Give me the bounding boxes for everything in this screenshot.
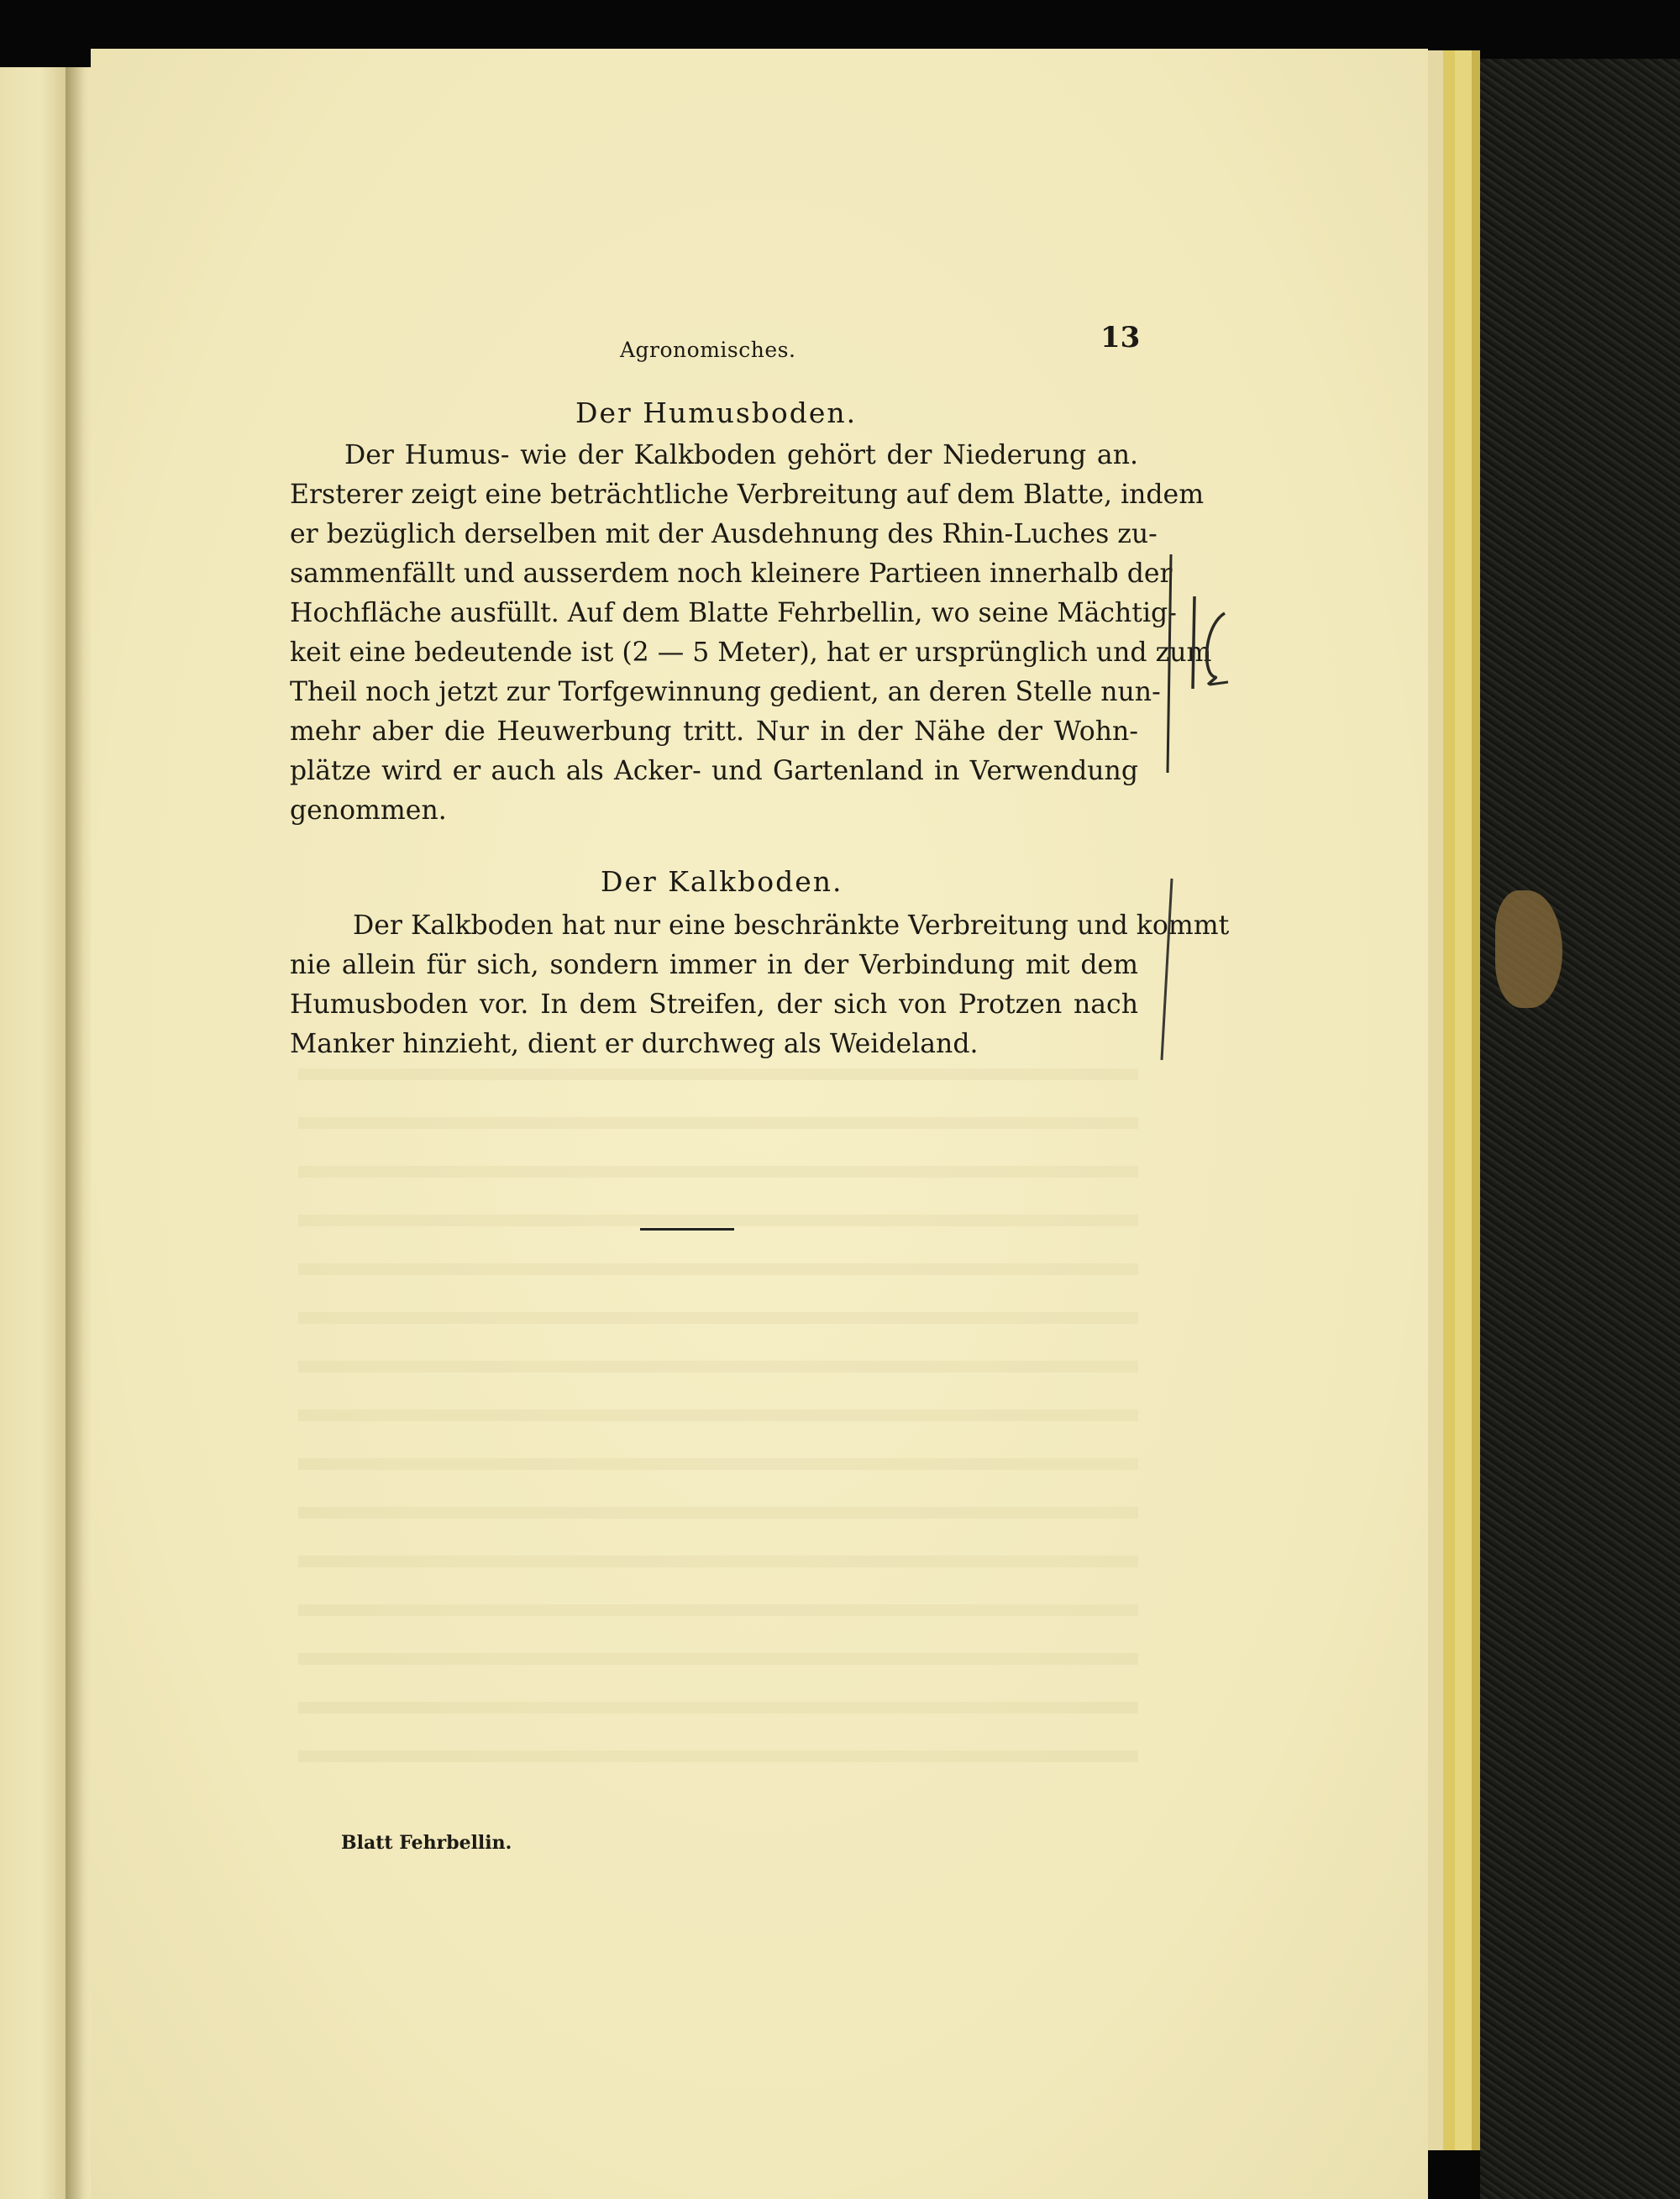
paragraph-line: nie allein für sich, sondern immer in der Verbindung mit dem (290, 950, 1138, 980)
paragraph-line: Hochfläche ausfüllt. Auf dem Blatte Fehrbellin, wo seine Mächtig- (290, 598, 1177, 628)
paragraph-line: keit eine bedeutende ist (2 — 5 Meter), hat er ursprünglich und zum (290, 638, 1212, 668)
page-edge (1472, 50, 1480, 2150)
paragraph-line: Der Humus- wie der Kalkboden gehört der Niederung an. (344, 440, 1138, 470)
running-head: Agronomisches. (620, 338, 796, 362)
book-gutter (66, 67, 92, 2199)
paragraph-line: Manker hinzieht, dient er durchweg als Weideland. (290, 1029, 979, 1059)
paragraph-line: mehr aber die Heuwerbung tritt. Nur in der Nähe der Wohn- (290, 716, 1138, 747)
section-heading-kalkboden: Der Kalkboden. (601, 865, 843, 898)
section-heading-humusboden: Der Humusboden. (575, 396, 858, 429)
paragraph-line: Humusboden vor. In dem Streifen, der sich von Protzen nach (290, 989, 1138, 1020)
pencil-margin-mark (1159, 546, 1235, 781)
footer-signature: Blatt Fehrbellin. (341, 1832, 512, 1854)
paragraph-line: plätze wird er auch als Acker- und Gartenland in Verwendung (290, 756, 1138, 786)
facing-page-edge (0, 67, 69, 2199)
section-divider (640, 1228, 734, 1231)
paragraph-line: sammenfällt und ausserdem noch kleinere Partieen innerhalb der (290, 559, 1173, 589)
paragraph-line: Theil noch jetzt zur Torfgewinnung gedient, an deren Stelle nun- (290, 677, 1161, 707)
page-edge (1428, 50, 1443, 2150)
paragraph-line: Ersterer zeigt eine beträchtliche Verbreitung auf dem Blatte, indem (290, 480, 1205, 510)
page-edge (1455, 50, 1472, 2150)
cover-wear-spot (1495, 890, 1562, 1008)
paragraph-line: genommen. (290, 795, 447, 826)
pencil-margin-line (1155, 874, 1180, 1067)
page-number: 13 (1100, 321, 1141, 354)
page-edge (1443, 50, 1455, 2150)
paragraph-line: Der Kalkboden hat nur eine beschränkte Verbreitung und kommt (353, 911, 1230, 941)
paragraph-line: er bezüglich derselben mit der Ausdehnung des Rhin-Luches zu- (290, 519, 1158, 549)
book-cover (1480, 59, 1680, 2199)
